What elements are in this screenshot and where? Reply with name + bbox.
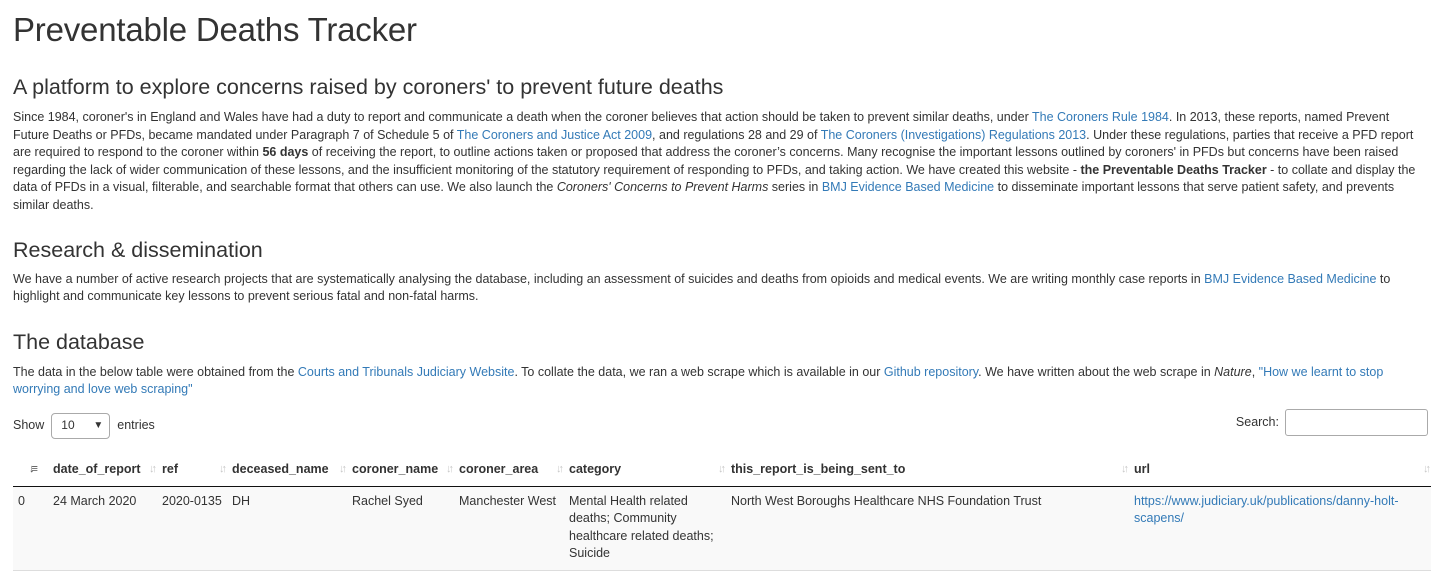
table-controls xyxy=(13,409,1428,441)
bmj-ebm-link[interactable]: BMJ Evidence Based Medicine xyxy=(821,180,995,195)
nature-article-link[interactable]: "How we learnt to stop worrying and love web scraping" xyxy=(13,364,1384,397)
intro-text: . In 2013, these reports, named Prevent Future Deaths or PFDs, became mandated under Paragraph 7 of Schedule 5 of xyxy=(13,110,1390,142)
pfd-table xyxy=(13,453,1431,571)
bmj-ebm-research-link[interactable]: BMJ Evidence Based Medicine xyxy=(1204,271,1377,286)
column-header-coroner-name[interactable]: coroner_name ↓↑ xyxy=(347,453,454,486)
column-header-url[interactable]: url ↓↑ xyxy=(1129,453,1431,486)
page-title: Preventable Deaths Tracker xyxy=(13,11,417,48)
intro-bold-tracker: the Preventable Deaths Tracker xyxy=(1080,162,1267,177)
column-header-sent-to[interactable]: this_report_is_being_sent_to ↓↑ xyxy=(726,453,1129,486)
intro-text: series in xyxy=(768,180,822,195)
coroners-rule-link[interactable]: The Coroners Rule 1984 xyxy=(1032,110,1169,124)
column-header-deceased-name[interactable]: deceased_name ↓↑ xyxy=(227,453,347,486)
sort-icon: ↓↑ xyxy=(718,462,723,475)
intro-text: Since 1984, coroner's in England and Wales have had a duty to report and communicate a death when the coroner believes that action should be taken to prevent similar deaths, under xyxy=(13,110,1032,124)
database-heading: The database xyxy=(13,329,145,354)
page-length-select[interactable] xyxy=(51,413,110,439)
sort-icon: ↓↑ xyxy=(556,462,561,475)
search-input[interactable] xyxy=(1285,409,1428,436)
search-control xyxy=(1236,409,1428,436)
page-length-value: 10 xyxy=(61,418,75,433)
report-url-link[interactable]: https://www.judiciary.uk/publications/danny-holt-scapens/ xyxy=(1134,493,1399,526)
sort-icon: ↓↑ xyxy=(1423,462,1428,475)
database-text: , xyxy=(1251,364,1259,379)
sort-icon: ↓↑ xyxy=(1121,462,1126,475)
cell-deceased-name: DH xyxy=(227,486,347,570)
chevron-down-icon: ▼ xyxy=(93,420,104,432)
page-subtitle: A platform to explore concerns raised by coroners' to prevent future deaths xyxy=(13,75,724,99)
intro-text: to disseminate important lessons that serve patient safety, and prevents similar deaths. xyxy=(13,180,1395,212)
cell-coroner-name: Rachel Syed xyxy=(347,486,454,570)
cell-date-of-report: 24 March 2020 xyxy=(48,486,157,570)
database-text: . We have written about the web scrape in xyxy=(978,364,1215,379)
nature-italic: Nature xyxy=(1214,364,1252,379)
research-heading: Research & dissemination xyxy=(13,237,263,262)
cell-sent-to: North West Boroughs Healthcare NHS Foundation Trust xyxy=(726,486,1129,570)
research-paragraph xyxy=(13,271,1428,306)
sort-icon: ↓↑ xyxy=(446,462,451,475)
sort-icon: ↓↑ xyxy=(339,462,344,475)
table-row xyxy=(13,486,1431,570)
sort-icon: ↓↑ xyxy=(149,462,154,475)
page-length-control xyxy=(13,413,155,439)
cell-index: 0 xyxy=(13,486,48,570)
search-label: Search: xyxy=(1235,414,1279,429)
intro-bold-56-days: 56 days xyxy=(262,145,309,160)
cell-coroner-area: Manchester West xyxy=(454,486,564,570)
coroners-regulations-link[interactable]: The Coroners (Investigations) Regulations 2013 xyxy=(820,127,1087,142)
github-repository-link[interactable]: Github repository xyxy=(883,364,979,379)
database-text: . To collate the data, we ran a web scrape which is available in our xyxy=(514,364,884,379)
database-paragraph xyxy=(13,364,1428,399)
sort-icon: ↓↑ xyxy=(219,462,224,475)
sort-asc-icon: ↓≡ xyxy=(29,462,35,475)
coroners-justice-act-link[interactable]: The Coroners and Justice Act 2009 xyxy=(456,127,653,142)
judiciary-website-link[interactable]: Courts and Tribunals Judiciary Website xyxy=(297,364,515,379)
intro-italic-series: Coroners' Concerns to Prevent Harms xyxy=(556,180,769,195)
entries-label: entries xyxy=(117,418,155,433)
show-label: Show xyxy=(13,418,45,433)
research-text: We have a number of active research projects that are systematically analysing the database, including an assessment of suicides and deaths from opioids and medical events. We are writing monthly case reports in xyxy=(13,271,1205,286)
column-header-category[interactable]: category ↓↑ xyxy=(564,453,726,486)
database-text: The data in the below table were obtained from the xyxy=(13,364,298,379)
column-header-index[interactable] xyxy=(13,453,48,486)
cell-ref: 2020-0135 xyxy=(157,486,227,570)
research-text: to highlight and communicate key lessons to prevent serious fatal and non-fatal harms. xyxy=(13,271,1391,304)
intro-text: , and regulations 28 and 29 of xyxy=(652,127,821,142)
table-header-row xyxy=(13,453,1431,486)
intro-text: . Under these regulations, parties that receive a PFD report are required to respond to the coroner within xyxy=(13,127,1414,160)
column-header-ref[interactable]: ref ↓↑ xyxy=(157,453,227,486)
column-header-coroner-area[interactable]: coroner_area ↓↑ xyxy=(454,453,564,486)
column-header-date-of-report[interactable]: date_of_report ↓↑ xyxy=(48,453,157,486)
cell-url xyxy=(1129,486,1431,570)
intro-text: of receiving the report, to outline actions taken or proposed that address the coroner’s concerns. Many recognise the important lessons outlined by coroners' in PFDs but concerns have been raised regarding the lack of wider communication of these lessons, and the insufficient monitoring of the statutory requirement of responding to PFDs, and taking action. We have created this website - xyxy=(13,145,1399,177)
intro-text: - to collate and display the data of PFDs in a visual, filterable, and searchable format that others can use. We also launch the xyxy=(13,162,1416,195)
cell-category: Mental Health related deaths; Community healthcare related deaths; Suicide xyxy=(564,486,726,570)
intro-paragraph xyxy=(13,109,1428,215)
